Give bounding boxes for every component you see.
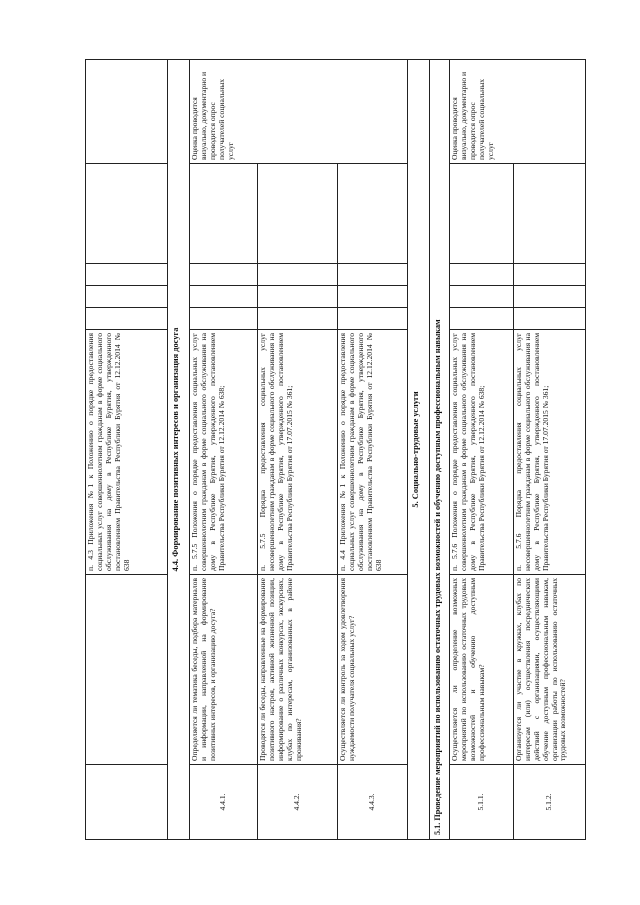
legal-basis: п. 5.7.6 Порядка предоставления социальных услуг несовершеннолетним гражданам в форме социального обслуживания на дому в Республике Бурятия, утвержденного постановлением Правительства Республики Бурятия от 17.07.2015 № 361;	[514, 330, 586, 575]
subsection-heading: 5.1. Проведение мероприятий по использованию остаточных трудовых возможностей и обучению доступным профессиональным навыкам	[430, 60, 450, 840]
section-row	[430, 60, 450, 840]
requirement-question: Осуществляется ли контроль за ходом удовлетворения нуждаемости получателя социальных услуг?	[338, 575, 408, 765]
mark-cell	[450, 164, 514, 264]
mark-cell	[258, 264, 338, 286]
mark-cell	[190, 164, 258, 264]
requirement-question: Осуществляется ли определение возможных мероприятий по использованию остаточных трудовых возможностей и обучению доступным профессиональным навыкам?	[450, 575, 514, 765]
row-number: 5.1.2.	[514, 765, 586, 840]
mark-cell	[514, 164, 586, 264]
mark-cell	[338, 264, 408, 286]
section-row	[408, 60, 430, 840]
row-number: 4.4.3.	[338, 765, 408, 840]
mark-cell	[514, 308, 586, 330]
mark-cell	[450, 286, 514, 308]
mark-cell	[338, 286, 408, 308]
remark-cell	[86, 60, 168, 164]
remark-cell: Оценка проводится визуально, документарно и проводится опрос получателей социальных услуг	[190, 60, 408, 164]
mark-cell	[450, 308, 514, 330]
mark-cell	[86, 164, 168, 264]
mark-cell	[86, 286, 168, 308]
mark-cell	[338, 308, 408, 330]
table-row	[338, 60, 408, 840]
section-heading: 4.4. Формирование позитивных интересов и организация досуга	[168, 60, 190, 840]
mark-cell	[86, 308, 168, 330]
mark-cell	[514, 286, 586, 308]
checklist-table	[85, 59, 586, 840]
mark-cell	[190, 264, 258, 286]
section-row	[168, 60, 190, 840]
mark-cell	[450, 264, 514, 286]
mark-cell	[258, 308, 338, 330]
requirement-question: Проводятся ли беседы, направленные на формирование позитивного настроя, активной жизненной позиции, информирование о различных конкурсах, экскурсиях, клубах по интересам, организованных в районе проживания?	[258, 575, 338, 765]
legal-basis: п. 5.7.5 Порядка предоставления социальных услуг несовершеннолетним гражданам в форме социального обслуживания на дому в Республике Бурятия, утвержденного постановлением Правительства Республики Бурятия от 17.07.2015 № 361;	[258, 330, 338, 575]
legal-basis: п. 5.7.5 Положения о порядке предоставления социальных услуг совершеннолетним гражданам в форме социального обслуживания на дому в Республике Бурятия, утвержденного постановлением Правительства Республики Бурятия от 12.12.2014 № 638;	[190, 330, 258, 575]
table-row	[258, 60, 338, 840]
row-number: 4.4.1.	[190, 765, 258, 840]
remark-cell: Оценка проводится визуально, документарно и проводится опрос получателей социальных услуг	[450, 60, 586, 164]
table-row	[86, 60, 168, 840]
row-number	[86, 765, 168, 840]
table-row	[450, 60, 514, 840]
mark-cell	[514, 264, 586, 286]
legal-basis: п. 5.7.6 Положения о порядке предоставления социальных услуг совершеннолетним гражданам в форме социального обслуживания на дому в Республике Бурятия, утвержденного постановлением Правительства Республики Бурятия от 12.12.2014 № 638;	[450, 330, 514, 575]
mark-cell	[338, 164, 408, 264]
row-number: 5.1.1.	[450, 765, 514, 840]
requirement-question	[86, 575, 168, 765]
row-number: 4.4.2.	[258, 765, 338, 840]
mark-cell	[86, 264, 168, 286]
mark-cell	[258, 286, 338, 308]
legal-basis: п. 4.4 Приложения №1 к Положению о порядке предоставления социальных услуг совершеннолетним гражданам в форме социального обслуживания на дому в Республике Бурятия, утвержденного постановлением Правительства Республики Бурятия от 12.12.2014 № 638	[338, 330, 408, 575]
mark-cell	[190, 308, 258, 330]
requirement-question: Определяется ли тематика беседы, подбора материалов и информации, направленной на формирование позитивных интересов, и организацию досуга?	[190, 575, 258, 765]
mark-cell	[190, 286, 258, 308]
legal-basis: п. 4.3 Приложения №1 к Положению о порядке предоставления социальных услуг совершеннолетним гражданам в форме социального обслуживания на дому в Республике Бурятия, утвержденного постановлением Правительства Республики Бурятия от 12.12.2014 № 638	[86, 330, 168, 575]
rotated-page	[85, 60, 568, 840]
mark-cell	[258, 164, 338, 264]
section-heading: 5. Социально-трудовые услуги	[408, 60, 430, 840]
table-row	[190, 60, 258, 840]
table-row	[514, 60, 586, 840]
requirement-question: Организуется ли участие в кружках, клубах по интересам (или) осуществления посреднических действий с организациями, осуществляющими обучение доступным профессиональным навыкам, организации работы по использованию остаточных трудовых возможностей?	[514, 575, 586, 765]
